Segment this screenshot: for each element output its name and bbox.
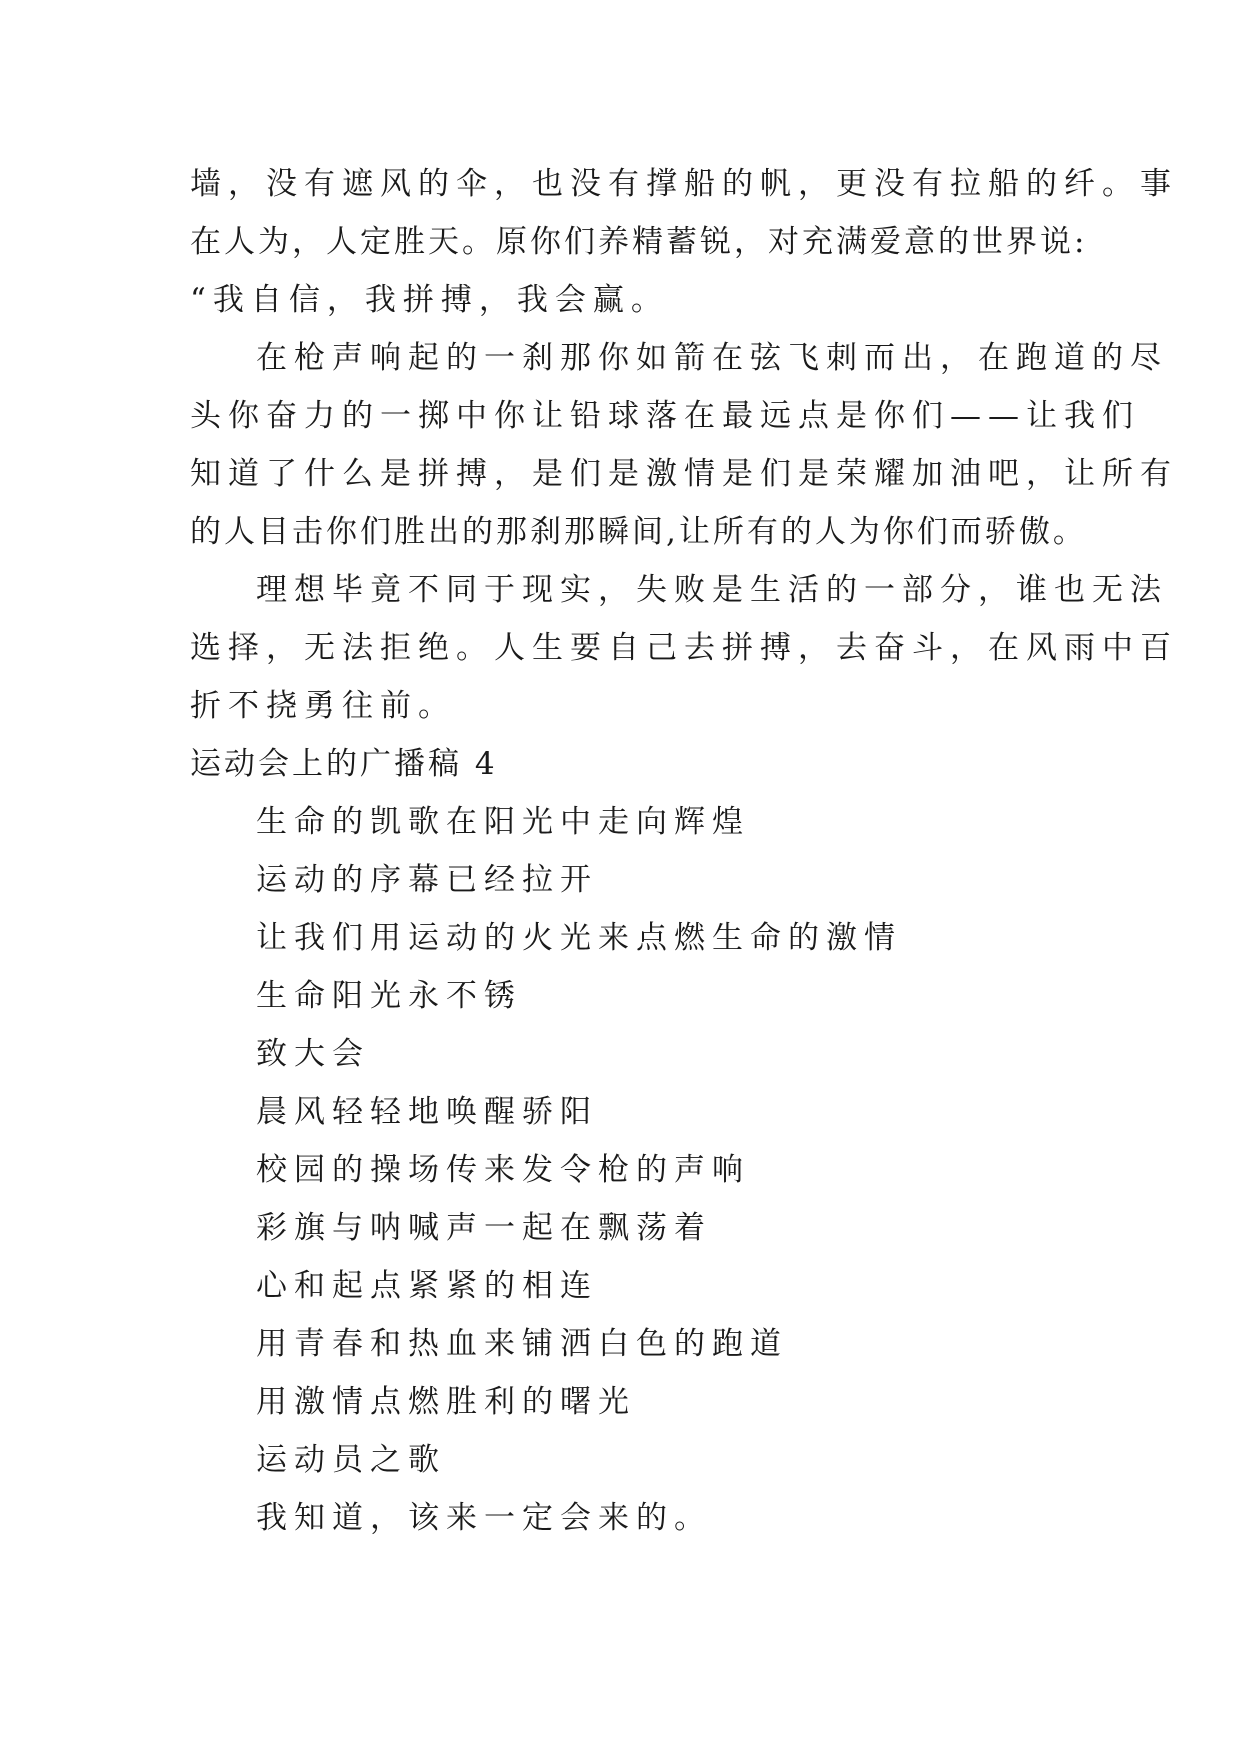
poem-line: 我知道，该来一定会来的。 — [256, 1500, 712, 1536]
section-heading: 运动会上的广播稿 4 — [190, 746, 498, 782]
paragraph-3-line-1: 理想毕竟不同于现实，失败是生活的一部分，谁也无法 — [256, 572, 1168, 608]
poem-line: 运动员之歌 — [256, 1442, 446, 1478]
paragraph-3-line-2: 选择，无法拒绝。人生要自己去拼搏，去奋斗，在风雨中百 — [190, 630, 1178, 666]
paragraph-1-line-2: 在人为，人定胜天。原你们养精蓄锐，对充满爱意的世界说: — [190, 224, 1088, 260]
paragraph-1-line-3: “我自信，我拼搏，我会赢。 — [190, 282, 669, 318]
poem-line: 致大会 — [256, 1036, 370, 1072]
poem-line: 彩旗与呐喊声一起在飘荡着 — [256, 1210, 712, 1246]
poem-line: 校园的操场传来发令枪的声响 — [256, 1152, 750, 1188]
poem-line: 运动的序幕已经拉开 — [256, 862, 598, 898]
poem-line: 晨风轻轻地唤醒骄阳 — [256, 1094, 598, 1130]
paragraph-2-line-2: 头你奋力的一掷中你让铅球落在最远点是你们——让我们 — [190, 398, 1140, 434]
paragraph-2-line-1: 在枪声响起的一刹那你如箭在弦飞刺而出，在跑道的尽 — [256, 340, 1168, 376]
poem-line: 心和起点紧紧的相连 — [256, 1268, 598, 1304]
poem-line: 让我们用运动的火光来点燃生命的激情 — [256, 920, 902, 956]
paragraph-3-line-3: 折不挠勇往前。 — [190, 688, 456, 724]
poem-line: 生命阳光永不锈 — [256, 978, 522, 1014]
paragraph-2-line-4: 的人目击你们胜出的那刹那瞬间,让所有的人为你们而骄傲。 — [190, 514, 1087, 550]
poem-line: 用激情点燃胜利的曙光 — [256, 1384, 636, 1420]
paragraph-2-line-3: 知道了什么是拼搏，是们是激情是们是荣耀加油吧，让所有 — [190, 456, 1178, 492]
paragraph-1-line-1: 墙，没有遮风的伞，也没有撑船的帆，更没有拉船的纤。事 — [190, 166, 1178, 202]
poem-line: 生命的凯歌在阳光中走向辉煌 — [256, 804, 750, 840]
poem-line: 用青春和热血来铺洒白色的跑道 — [256, 1326, 788, 1362]
